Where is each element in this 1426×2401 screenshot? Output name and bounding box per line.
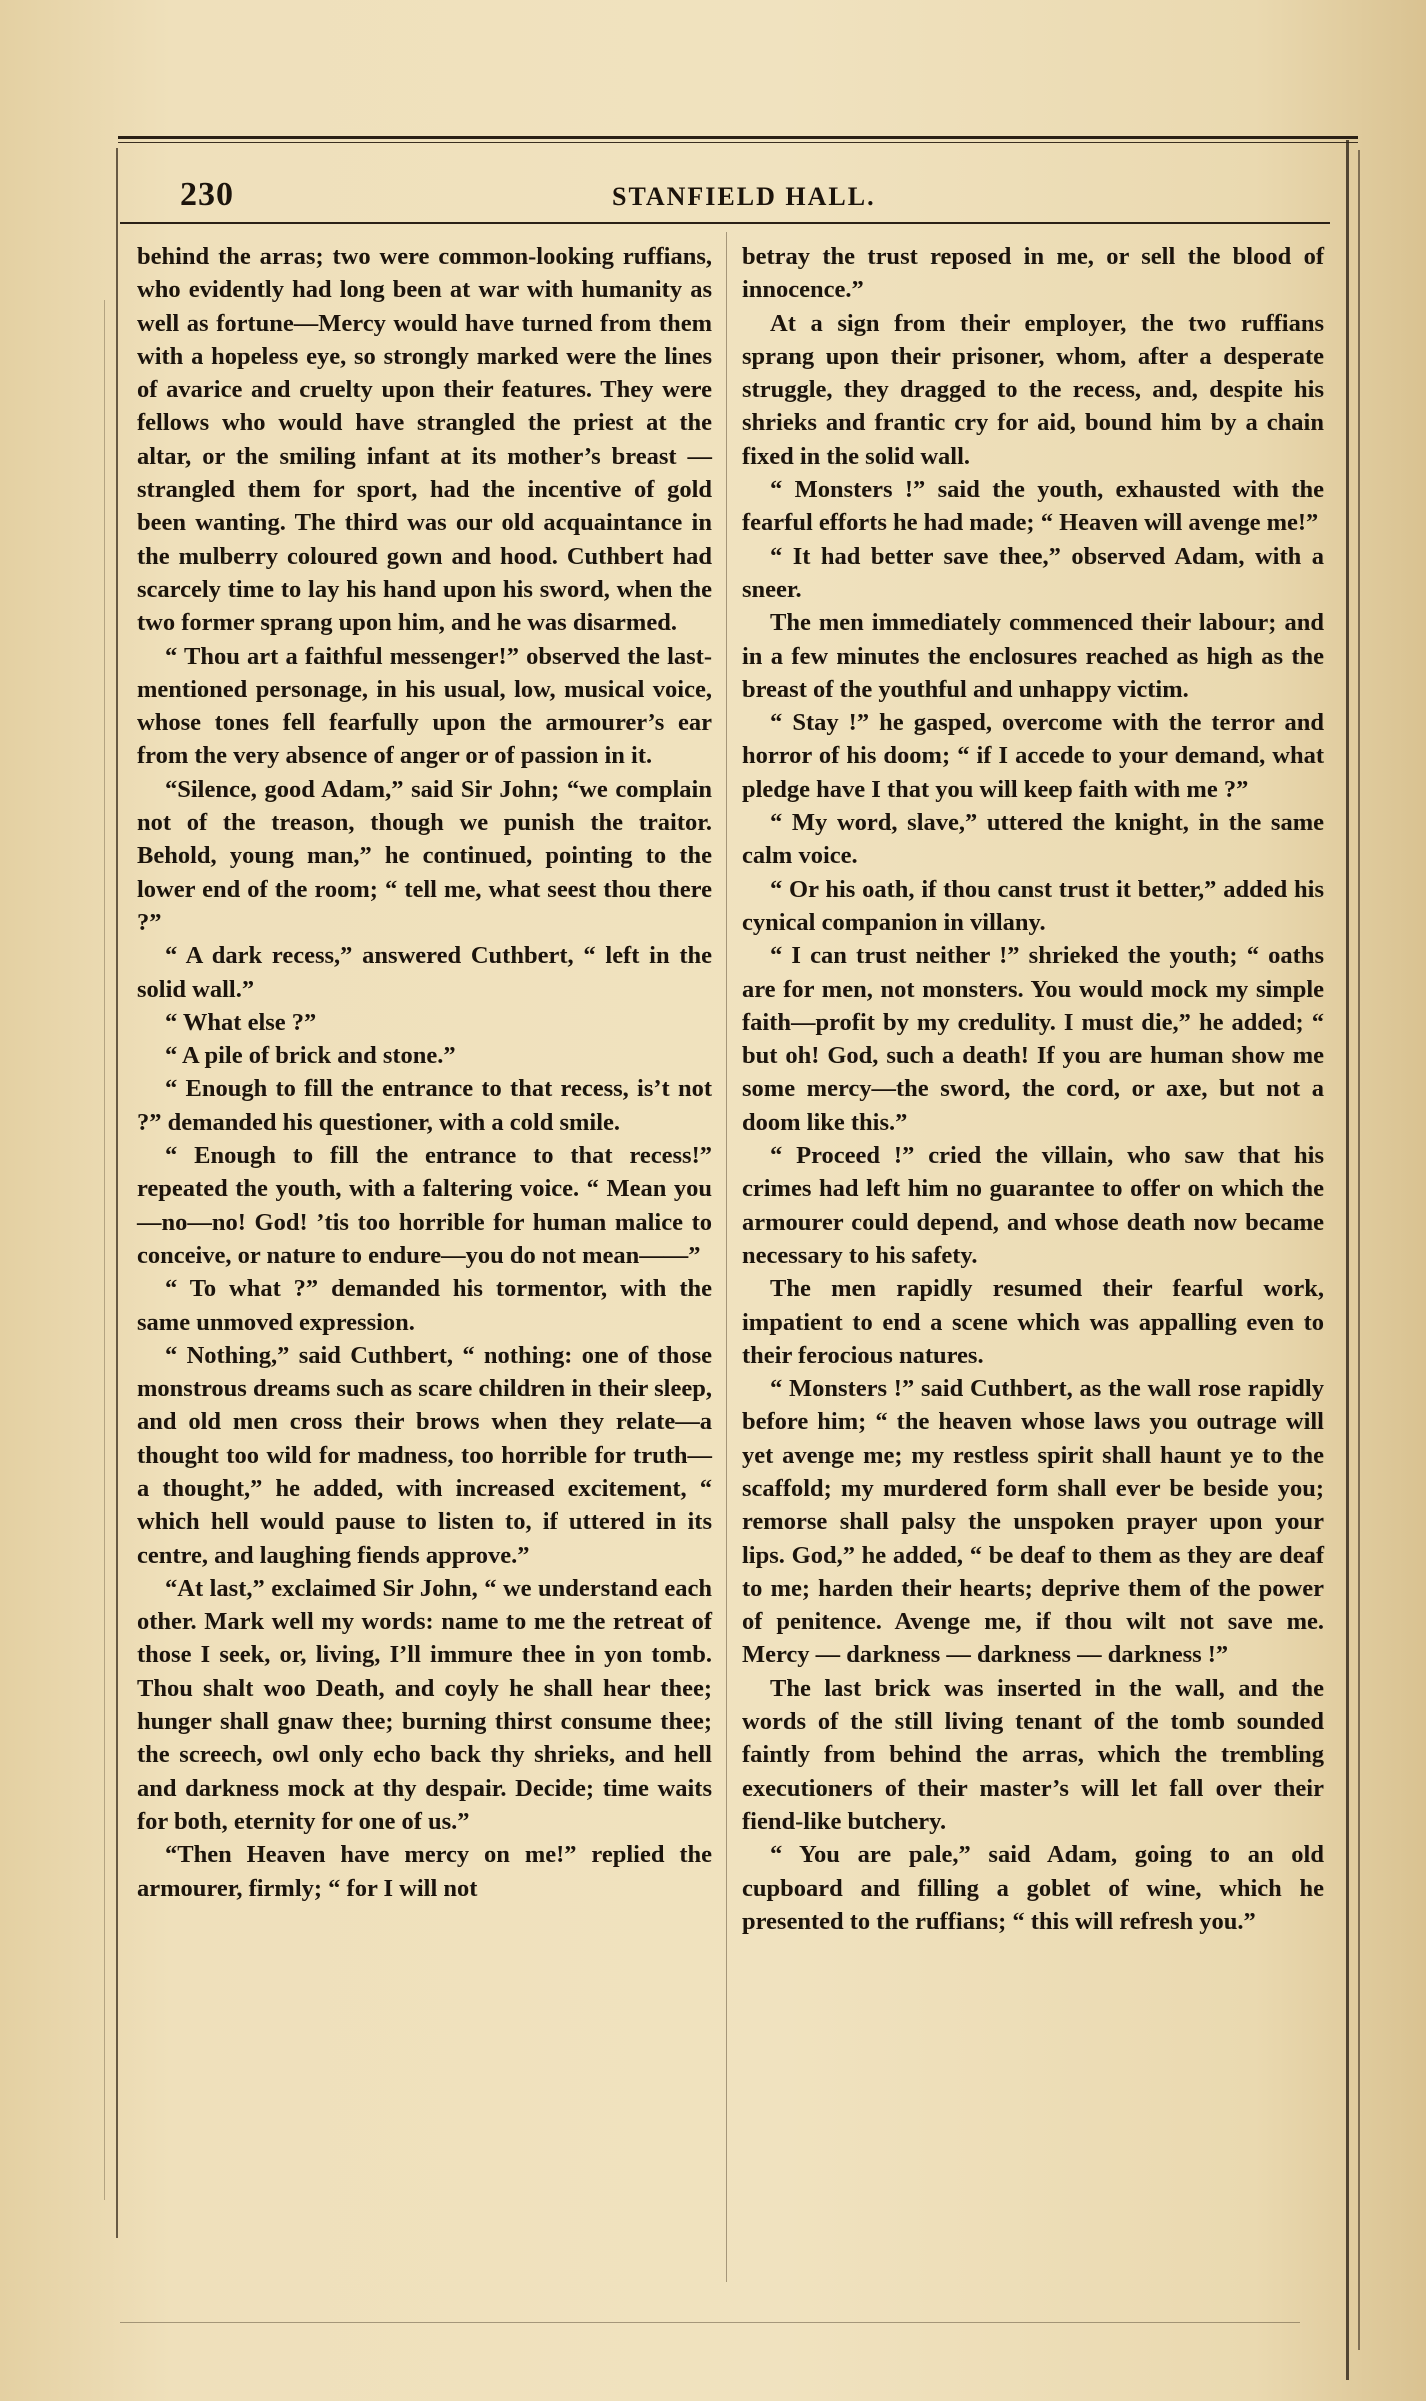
paragraph: “ What else ?” <box>165 1008 317 1036</box>
paragraph: “ Or his oath, if thou canst trust it better,” added his cynical companion in villany. <box>742 875 1324 936</box>
top-border-rule-thin <box>118 142 1358 143</box>
left-text-column <box>137 240 712 1905</box>
right-text-column <box>742 240 1324 1938</box>
running-title: STANFIELD HALL. <box>612 182 876 211</box>
paragraph: At a sign from their employer, the two ruffians sprang upon their prisoner, whom, after a desperate struggle, they dragged to the recess, and, despite his shrieks and frantic cry for aid, bound him by a chain fixed in the solid wall. <box>742 309 1324 470</box>
paragraph: “ Stay !” he gasped, overcome with the terror and horror of his doom; “ if I accede to your demand, what pledge have I that you will keep faith with me ?” <box>742 709 1324 803</box>
paragraph: The men immediately commenced their labour; and in a few minutes the enclosures reached as high as the breast of the youthful and unhappy victim. <box>742 609 1324 703</box>
paragraph: “ Monsters !” said Cuthbert, as the wall rose rapidly before him; “ the heaven whose laws you outrage will yet avenge me; my restless spirit shall haunt ye to the scaffold; my murdered form shall ever be beside you; remorse shall palsy the unspoken prayer upon your lips. God,” he added, “ be deaf to them as they are deaf to me; harden their hearts; deprive them of the power of penitence. Avenge me, if thou wilt not save me. Mercy — darkness — darkness — darkness !” <box>742 1375 1324 1669</box>
paragraph: behind the arras; two were common-looking ruffians, who evidently had long been at war with humanity as well as fortune—Mercy would have turned from them with a hopeless eye, so strongly marked were the lines of avarice and cruelty upon their features. They were fellows who would have strangled the priest at the altar, or the smiling infant at its mother’s breast — strangled them for sport, had the incentive of gold been wanting. The third was our old acquaintance in the mulberry coloured gown and hood. Cuthbert had scarcely time to lay his hand upon his sword, when the two former sprang upon him, and he was disarmed. <box>137 243 712 637</box>
column-divider <box>726 232 727 2282</box>
top-border-rule <box>118 136 1358 139</box>
bottom-rule <box>120 2322 1300 2323</box>
header-rule <box>120 222 1330 224</box>
paragraph: “ Enough to fill the entrance to that recess, is’t not ?” demanded his questioner, with a cold smile. <box>137 1075 712 1136</box>
paragraph: “At last,” exclaimed Sir John, “ we understand each other. Mark well my words: name to me the retreat of those I seek, or, living, I’ll immure thee in yon tomb. Thou shalt woo Death, and coyly he shall hear thee; hunger shall gnaw thee; burning thirst consume thee; the screech, owl only echo back thy shrieks, and hell and darkness mock at thy despair. Decide; time waits for both, eternity for one of us.” <box>137 1574 712 1835</box>
paragraph: “ Enough to fill the entrance to that recess!” repeated the youth, with a faltering voice. “ Mean you—no—no! God! ’tis too horrible for human malice to conceive, or nature to endure—you do not mean——” <box>137 1142 712 1269</box>
paragraph: “ A dark recess,” answered Cuthbert, “ left in the solid wall.” <box>137 942 712 1003</box>
paragraph: betray the trust reposed in me, or sell the blood of innocence.” <box>742 243 1324 304</box>
paragraph: The last brick was inserted in the wall, and the words of the still living tenant of the tomb sounded faintly from behind the arras, which the trembling executioners of their master’s will let fall over their fiend-like butchery. <box>742 1674 1324 1835</box>
paragraph: “Then Heaven have mercy on me!” replied the armourer, firmly; “ for I will not <box>137 1841 712 1902</box>
paragraph: “ You are pale,” said Adam, going to an old cupboard and filling a goblet of wine, which he presented to the ruffians; “ this will refresh you.” <box>742 1841 1324 1935</box>
paragraph: “ Thou art a faithful messenger!” observed the last-mentioned personage, in his usual, low, musical voice, whose tones fell fearfully upon the armourer’s ear from the very absence of anger or of passion in it. <box>137 642 712 770</box>
right-border-line <box>1346 140 1349 2380</box>
paragraph: “Silence, good Adam,” said Sir John; “we complain not of the treason, though we punish the traitor. Behold, young man,” he continued, pointing to the lower end of the room; “ tell me, what seest thou there ?” <box>137 775 712 936</box>
paragraph: “ My word, slave,” uttered the knight, in the same calm voice. <box>742 809 1324 870</box>
paragraph: “ Nothing,” said Cuthbert, “ nothing: one of those monstrous dreams such as scare children in their sleep, and old men cross their brows when they relate—a thought too wild for madness, too horrible for truth—a thought,” he added, with increased excitement, “ which hell would pause to listen to, if uttered in its centre, and laughing fiends approve.” <box>137 1341 712 1569</box>
left-margin-line <box>104 300 105 2200</box>
paragraph: “ To what ?” demanded his tormentor, with the same unmoved expression. <box>137 1275 712 1336</box>
paragraph: “ A pile of brick and stone.” <box>165 1042 456 1070</box>
paragraph: “ I can trust neither !” shrieked the youth; “ oaths are for men, not monsters. You would mock my simple faith—profit by my credulity. I must die,” he added; “ but oh! God, such a death! If you are human show me some mercy—the sword, the cord, or axe, but not a doom like this.” <box>742 942 1324 1136</box>
paragraph: “ Proceed !” cried the villain, who saw that his crimes had left him no guarantee to offer on which the armourer could depend, and whose death now became necessary to his safety. <box>742 1142 1324 1269</box>
paragraph: “ Monsters !” said the youth, exhausted with the fearful efforts he had made; “ Heaven will avenge me!” <box>742 476 1324 537</box>
right-border-line-outer <box>1358 150 1360 2350</box>
page-number: 230 <box>180 176 234 213</box>
paragraph: “ It had better save thee,” observed Adam, with a sneer. <box>742 542 1324 603</box>
paragraph: The men rapidly resumed their fearful work, impatient to end a scene which was appalling even to their ferocious natures. <box>742 1275 1324 1369</box>
left-border-line <box>116 148 118 2238</box>
